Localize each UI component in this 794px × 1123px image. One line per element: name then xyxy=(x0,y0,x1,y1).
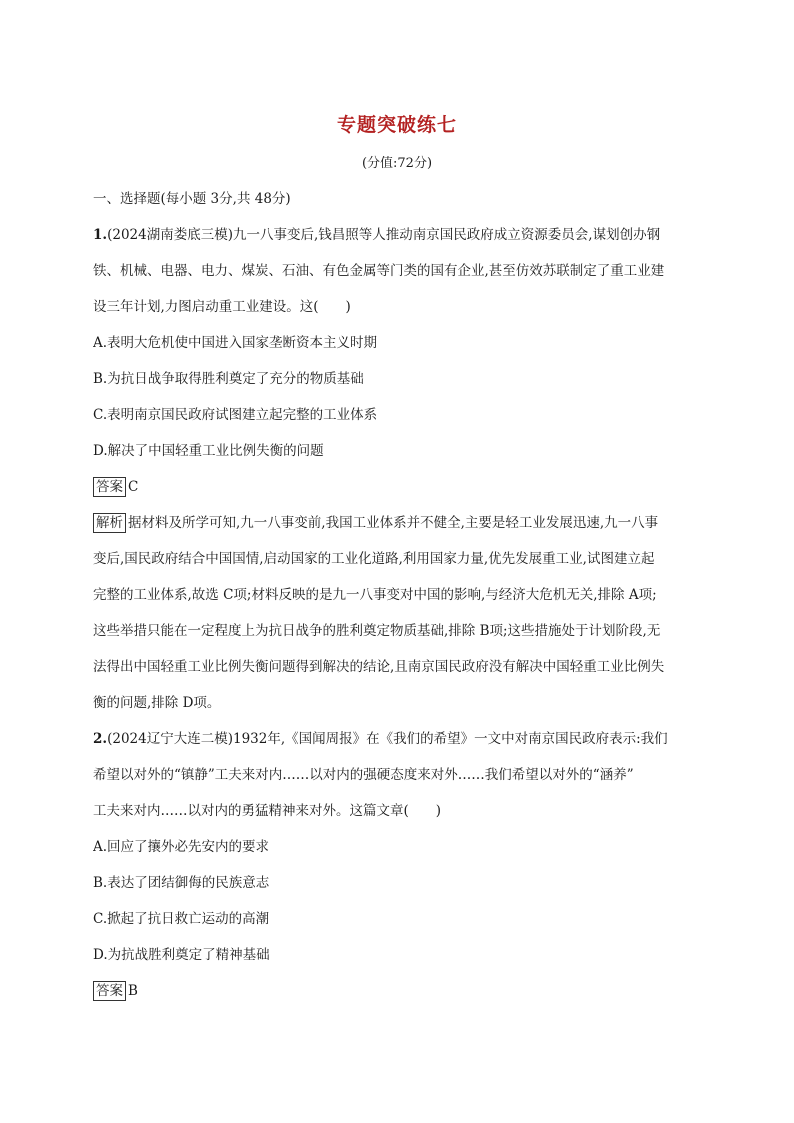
option-d: D.解决了中国轻重工业比例失衡的问题 xyxy=(93,443,324,459)
answer-label: 答案 xyxy=(93,981,126,1001)
analysis-label: 解析 xyxy=(93,513,126,533)
question-number: 2. xyxy=(93,731,108,747)
question-stem-line: 铁、机械、电器、电力、煤炭、石油、有色金属等门类的国有企业,甚至仿效苏联制定了重工业建 xyxy=(93,263,665,279)
option-c: C.表明南京国民政府试图建立起完整的工业体系 xyxy=(93,407,378,423)
question-2 xyxy=(93,726,698,1014)
option-b: B.表达了团结御侮的民族意志 xyxy=(93,875,270,891)
analysis-line: 完整的工业体系,故选 C项;材料反映的是九一八事变对中国的影响,与经济大危机无关,排除 A项; xyxy=(93,587,657,603)
score-note: (分值:72分) xyxy=(361,156,433,171)
page-title: 专题突破练七 xyxy=(336,114,457,136)
analysis-line: 衡的问题,排除 D项。 xyxy=(93,695,221,711)
question-number: 1. xyxy=(93,227,108,243)
answer-row xyxy=(93,474,698,510)
analysis-line: 法得出中国轻重工业比例失衡问题得到解决的结论,且南京国民政府没有解决中国轻重工业比例失 xyxy=(93,659,665,675)
option-b: B.为抗日战争取得胜利奠定了充分的物质基础 xyxy=(93,371,364,387)
question-stem-line xyxy=(93,726,698,762)
option-d: D.为抗战胜利奠定了精神基础 xyxy=(93,947,270,963)
option-a: A.回应了攘外必先安内的要求 xyxy=(93,839,270,855)
question-text: (2024辽宁大连二模)1932年,《国闻周报》在《我们的希望》一文中对南京国民政府表示:我们 xyxy=(107,731,668,747)
analysis-line xyxy=(93,510,698,546)
question-stem-line: 希望以对外的“镇静”工夫来对内……以对内的强硬态度来对外……我们希望以对外的“涵养” xyxy=(93,767,634,783)
answer-value: B xyxy=(128,983,138,999)
option-a: A.表明大危机使中国进入国家垄断资本主义时期 xyxy=(93,335,378,351)
answer-value: C xyxy=(128,479,139,495)
question-content xyxy=(93,186,698,1014)
analysis-line: 这些举措只能在一定程度上为抗日战争的胜利奠定物质基础,排除 B项;这些措施处于计划阶段,无 xyxy=(93,623,661,639)
analysis-text: 据材料及所学可知,九一八事变前,我国工业体系并不健全,主要是轻工业发展迅速,九一八事 xyxy=(128,515,659,531)
answer-row xyxy=(93,978,698,1014)
question-1 xyxy=(93,222,698,726)
question-stem-line xyxy=(93,222,698,258)
analysis-line: 变后,国民政府结合中国国情,启动国家的工业化道路,利用国家力量,优先发展重工业,试图建立起 xyxy=(93,551,655,567)
question-stem-line: 设三年计划,力图启动重工业建设。这( ) xyxy=(93,299,351,315)
option-c: C.掀起了抗日救亡运动的高潮 xyxy=(93,911,270,927)
question-text: (2024湖南娄底三模)九一八事变后,钱昌照等人推动南京国民政府成立资源委员会,谋划创办钢 xyxy=(107,227,661,243)
answer-label: 答案 xyxy=(93,477,126,497)
question-stem-line: 工夫来对内……以对内的勇猛精神来对外。这篇文章( ) xyxy=(93,803,442,819)
section-heading: 一、选择题(每小题 3分,共 48分) xyxy=(93,191,291,207)
